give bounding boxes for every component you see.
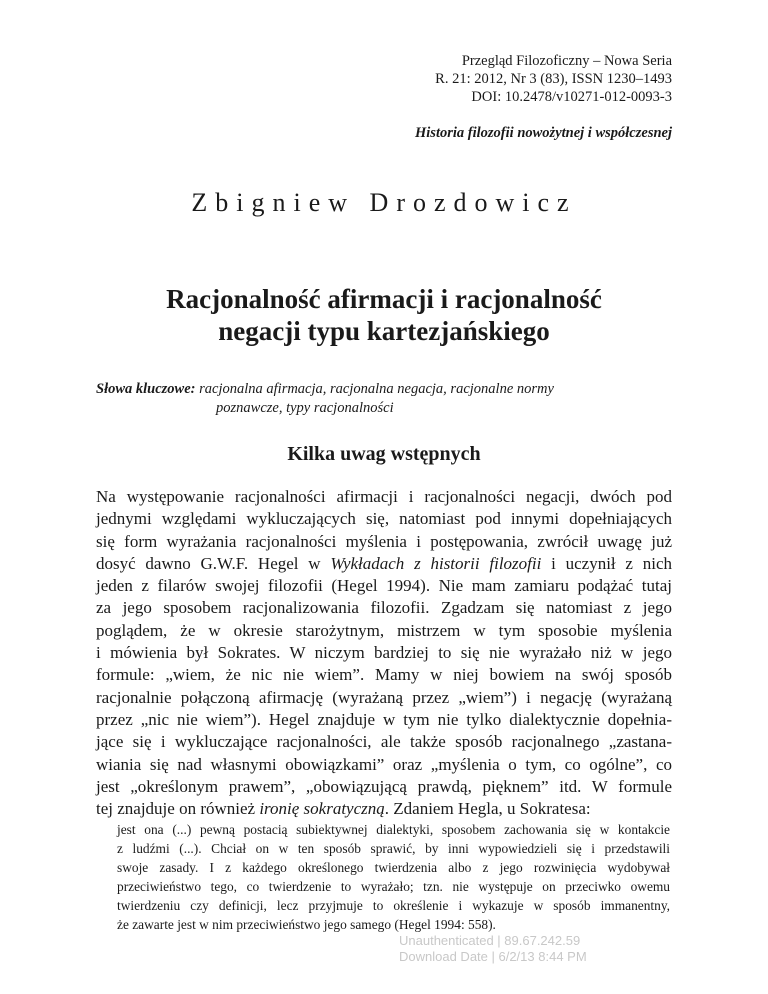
keywords-label: Słowa kluczowe:: [96, 381, 196, 397]
body-line: formule: „wiem, że nic nie wiem”. Mamy w niej bowiem na swój sposób: [96, 665, 672, 685]
block-quote: [117, 820, 670, 934]
quote-line: przeciwieństwo tego, co twierdzenie to wyrażało; tzn. nie występuje on przeciwko owemu: [117, 879, 670, 894]
body-text-segment: . Zdaniem Hegla, u Sokratesa:: [384, 799, 591, 819]
body-line: [96, 798, 672, 820]
body-line: i mówienia był Sokrates. W niczym bardziej to się nie wyrażało niż w jego: [96, 643, 672, 663]
body-line: racjonalnie połączoną afirmację (wyrażaną przez „wiem”) i negację (wyrażaną: [96, 687, 672, 707]
body-line: [96, 553, 672, 575]
body-paragraph: [96, 486, 672, 820]
emphasized-term: ironię sokratyczną: [259, 799, 385, 819]
body-line: jest „określonym prawem”, „obowiązującą prawdą, pięknem” itd. W formule: [96, 776, 672, 796]
article-title-line-2: negacji typu kartezjańskiego: [218, 316, 550, 346]
watermark-line-1: Unauthenticated | 89.67.242.59: [399, 933, 581, 948]
body-line: przez „nic nie wiem”). Hegel znajduje w tym nie tylko dialektycznie dopełnia-: [96, 709, 672, 729]
body-text-segment: i uczynił z nich: [541, 553, 673, 573]
body-line: się form wyrażania racjonalności myślenia i postępowania, zwrócił uwagę już: [96, 531, 672, 551]
article-title-line-1: Racjonalność afirmacji i racjonalność: [166, 284, 602, 314]
body-line: wiania się nad własnymi obowiązkami” oraz „myślenia o tym, co ogólne”, co: [96, 754, 672, 774]
quote-line: swoje zasady. I z każdego określonego twierdzenia albo z jego rozwinięcia wydobywał: [117, 860, 670, 875]
download-watermark: [399, 933, 587, 965]
cited-work-title: Wykładach z historii filozofii: [330, 553, 542, 573]
author-name: Zbigniew Drozdowicz: [191, 188, 577, 217]
journal-header: [435, 52, 672, 106]
keywords-line-2: poznawcze, typy racjonalności: [216, 400, 394, 416]
quote-line: jest ona (...) pewną postacią subiektywnej dialektyki, sposobem zachowania się w kontakcie: [117, 822, 670, 837]
journal-doi: DOI: 10.2478/v10271-012-0093-3: [471, 89, 672, 105]
watermark-line-2: Download Date | 6/2/13 8:44 PM: [399, 949, 587, 964]
quote-line: że zawarte jest w nim przeciwieństwo jego samego (Hegel 1994: 558).: [117, 917, 496, 932]
journal-name: Przegląd Filozoficzny – Nowa Seria: [461, 53, 672, 69]
article-title: [0, 283, 768, 347]
section-title: Historia filozofii nowożytnej i współczesnej: [415, 125, 672, 141]
keywords-line-1: racjonalna afirmacja, racjonalna negacja, racjonalne normy: [199, 381, 554, 397]
body-line: jednymi względami wykluczających się, natomiast pod innymi dopełniających: [96, 509, 672, 529]
body-line: jące się i wykluczające racjonalności, ale także sposób racjonalnego „zastana-: [96, 732, 672, 752]
section-heading: Kilka uwag wstępnych: [287, 443, 481, 465]
body-text-segment: tej znajduje on również: [96, 799, 260, 819]
quote-line: twierdzeniu czy definicji, lecz przyjmuje to określenie i wykazuje w sposób immanentny,: [117, 898, 670, 913]
quote-line: z ludźmi (...). Chciał on w ten sposób sprawić, by inni wypowiedzieli się i przedstawili: [117, 841, 670, 856]
body-line: za jego sposobem racjonalizowania filozofii. Zgadzam się natomiast z jego: [96, 598, 672, 618]
body-line: jeden z filarów swojej filozofii (Hegel 1994). Nie mam zamiaru podążać tutaj: [96, 576, 672, 596]
keywords-block: [96, 380, 672, 418]
body-line: poglądem, że w okresie starożytnym, mistrzem w tym sposobie myślenia: [96, 620, 672, 640]
body-line: Na występowanie racjonalności afirmacji i racjonalności negacji, dwóch pod: [96, 487, 672, 506]
body-text-segment: dosyć dawno G.W.F. Hegel w: [96, 553, 331, 573]
journal-volume: R. 21: 2012, Nr 3 (83), ISSN 1230–1493: [435, 71, 672, 87]
